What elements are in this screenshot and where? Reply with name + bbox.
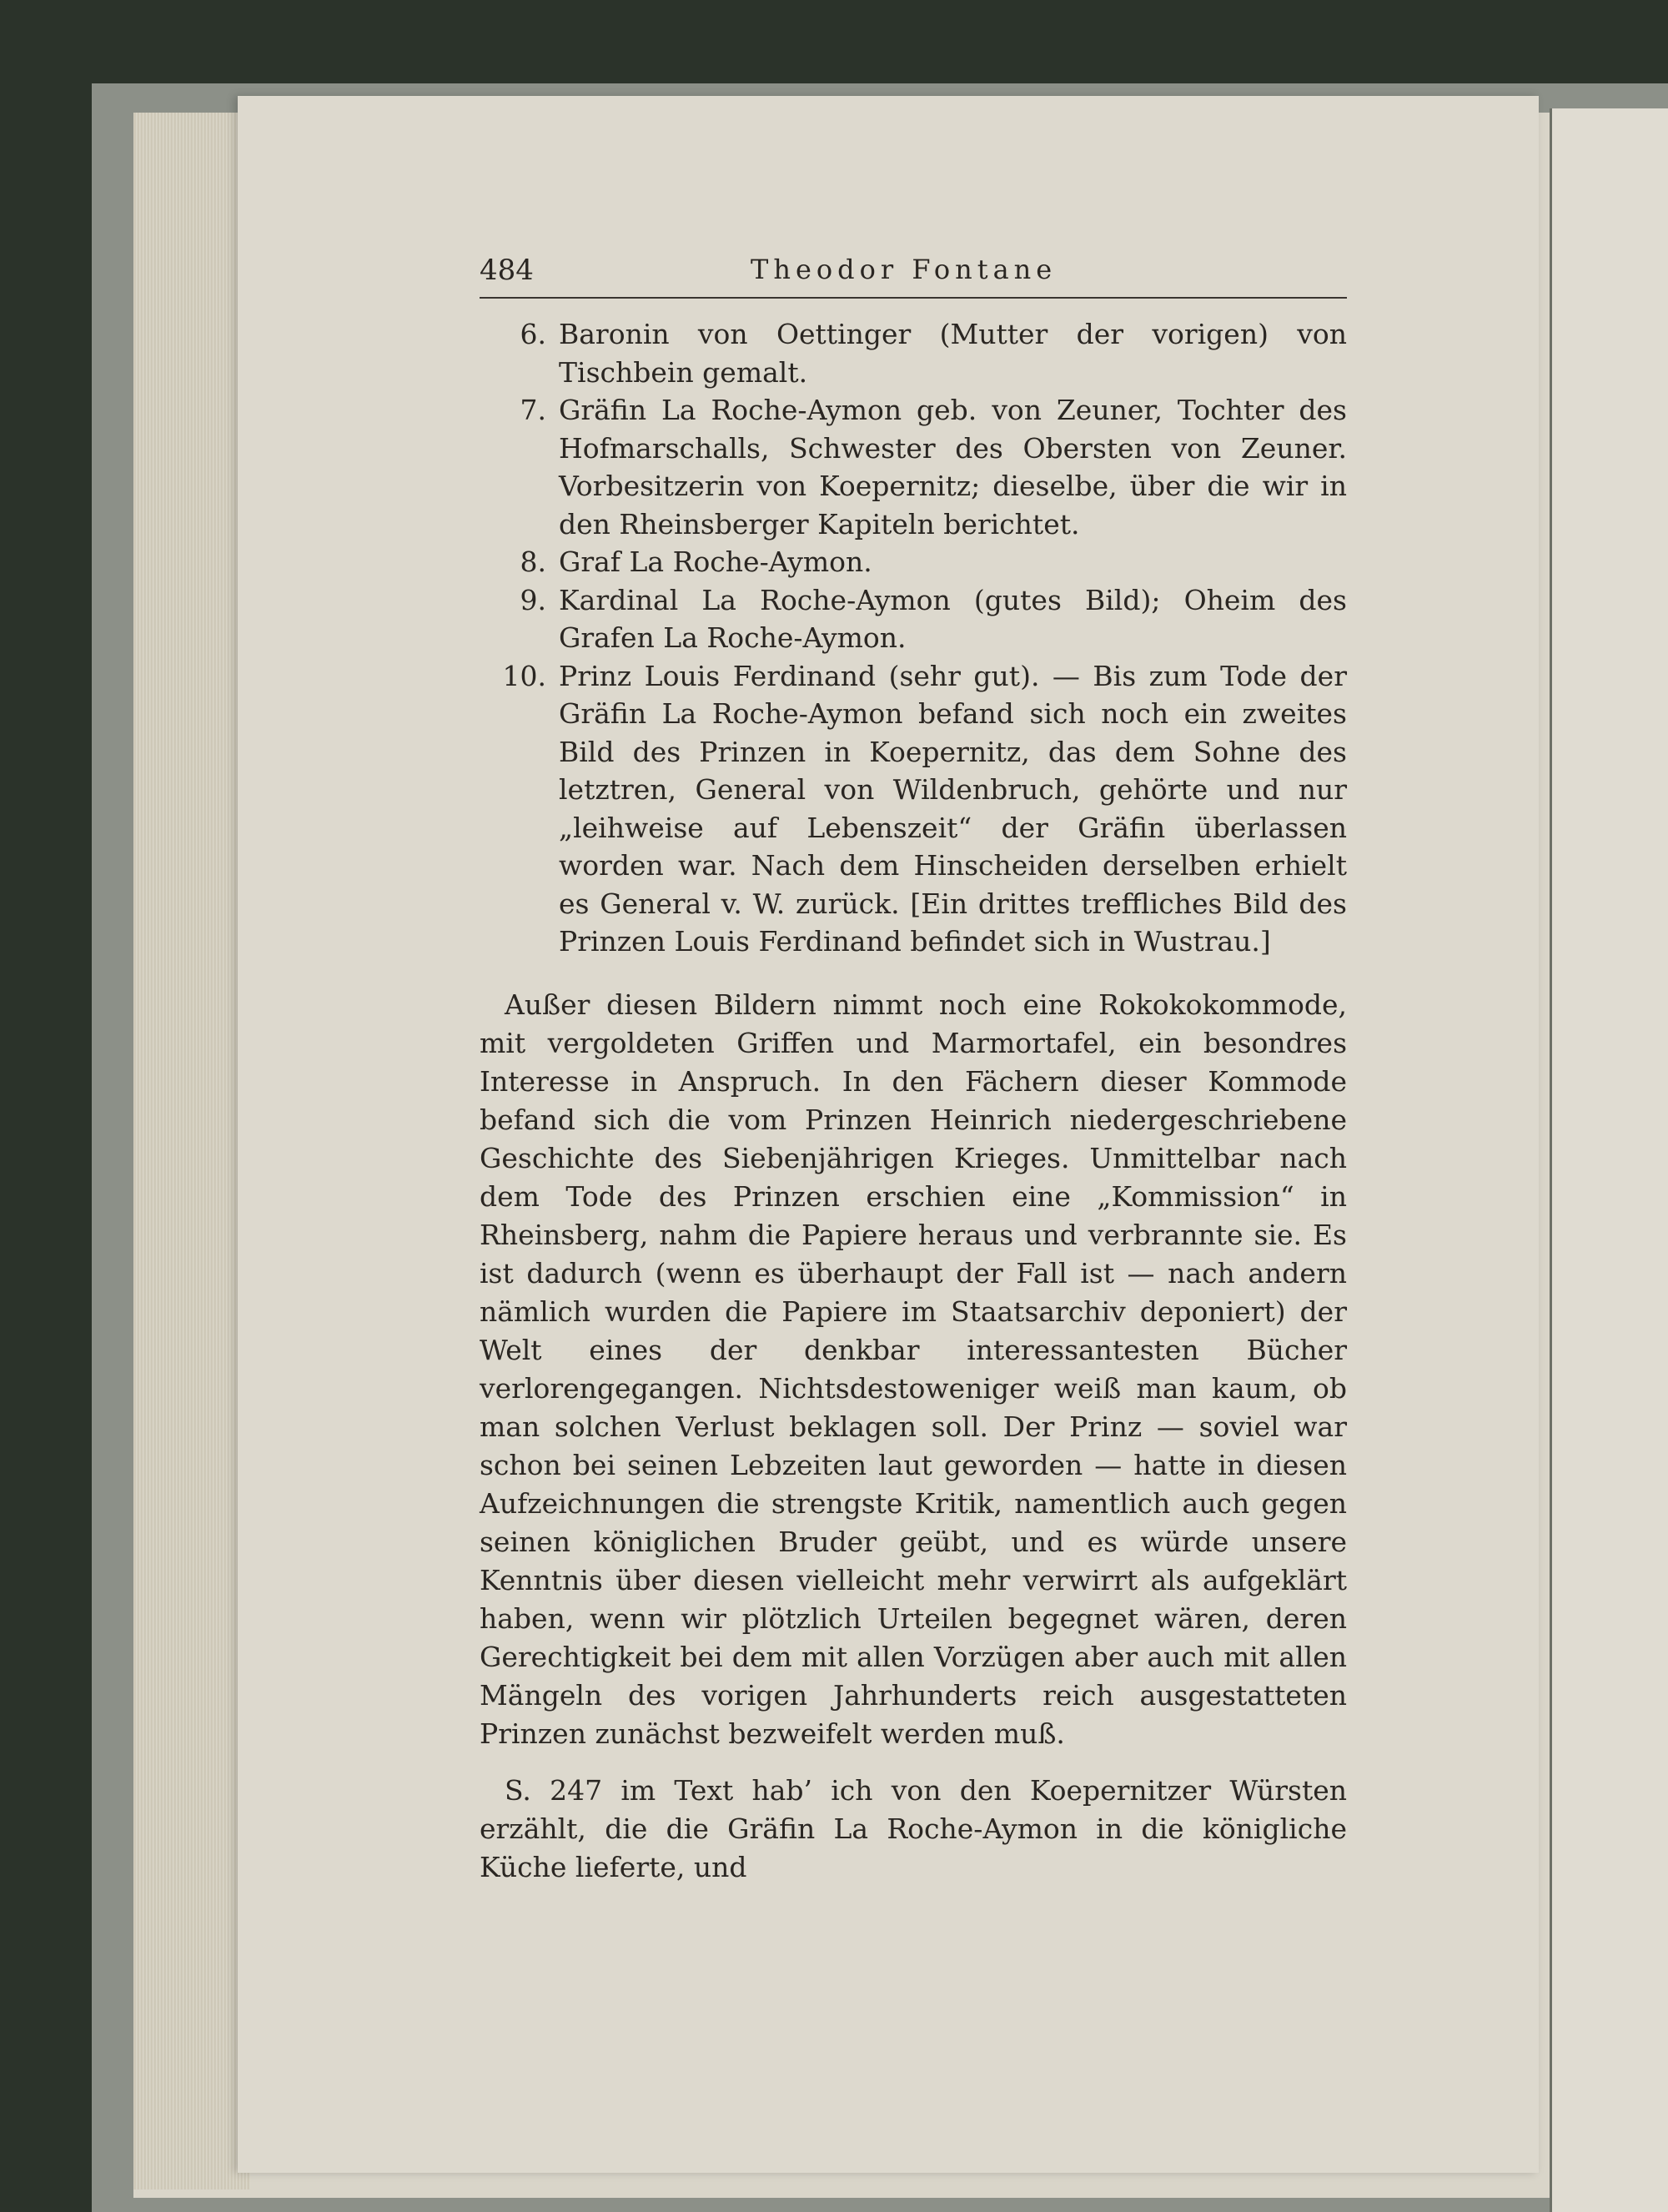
page-content [480, 249, 1347, 1887]
list-item [480, 581, 1347, 657]
list-item [480, 391, 1347, 543]
list-item-text: Baronin von Oettinger (Mutter der vorigen) von Tischbein gemalt. [559, 318, 1347, 389]
list-item-text: Kardinal La Roche-Aymon (gutes Bild); Oheim des Grafen La Roche-Aymon. [559, 583, 1347, 654]
running-head: Theodor Fontane [751, 254, 1058, 285]
page-edges [133, 113, 250, 2189]
list-item [480, 543, 1347, 581]
list-item-number: 7. [520, 394, 546, 426]
list-item-number: 6. [520, 318, 546, 350]
body-paragraph: Außer diesen Bildern nimmt noch eine Rokokokommode, mit vergoldeten Griffen und Marmortafel, ein besondres Interesse in Anspruch. In den Fächern dieser Kommode befand sich die vom Prinzen Heinrich niedergeschriebene Geschichte des Siebenjährigen Krieges. Unmittelbar nach dem Tode des Prinzen erschien eine „Kommission“ in Rheinsberg, nahm die Papiere heraus und verbrannte sie. Es ist dadurch (wenn es überhaupt der Fall ist — nach andern nämlich wurden die Papiere im Staatsarchiv deponiert) der Welt eines der denkbar interessantesten Bücher verlorengegangen. Nichtsdestoweniger weiß man kaum, ob man solchen Verlust beklagen soll. Der Prinz — soviel war schon bei seinen Lebzeiten laut geworden — hatte in diesen Aufzeichnungen die strengste Kritik, namentlich auch gegen seinen königlichen Bruder geübt, und es würde unsere Kenntnis über diesen vielleicht mehr verwirrt als aufgeklärt haben, wenn wir plötzlich Urteilen begegnet wären, deren Gerechtigkeit bei dem mit allen Vorzügen aber auch mit allen Mängeln des vorigen Jahrhunderts reich ausgestatteten Prinzen zunächst bezweifelt werden muß. [480, 988, 1347, 1750]
list-item-text: Graf La Roche-Aymon. [559, 545, 872, 578]
list-item [480, 315, 1347, 391]
numbered-list [480, 315, 1347, 961]
page-header [480, 249, 1347, 299]
list-item-text: Gräfin La Roche-Aymon geb. von Zeuner, Tochter des Hofmarschalls, Schwester des Obersten von Zeuner. Vorbesitzerin von Koepernitz; dieselbe, über die wir in den Rheinsberger Kapiteln berichtet. [559, 394, 1347, 540]
list-item-text: Prinz Louis Ferdinand (sehr gut). — Bis zum Tode der Gräfin La Roche-Aymon befand sich noch ein zweites Bild des Prinzen in Koepernitz, das dem Sohne des letztren, General von Wildenbruch, gehörte und nur „leihweise auf Lebenszeit“ der Gräfin überlassen worden war. Nach dem Hinscheiden derselben erhielt es General v. W. zurück. [Ein drittes treffliches Bild des Prinzen Louis Ferdinand befindet sich in Wustrau.] [559, 659, 1347, 958]
facing-page-edge [1550, 108, 1668, 2212]
body-paragraph: S. 247 im Text hab’ ich von den Koepernitzer Würsten erzählt, die die Gräfin La Roche-Aymon in die königliche Küche lieferte, und [480, 1773, 1347, 1883]
page-number: 484 [480, 254, 534, 287]
list-item-number: 9. [520, 583, 546, 616]
list-item-number: 10. [502, 659, 546, 692]
list-item-number: 8. [520, 545, 546, 578]
list-item [480, 657, 1347, 961]
